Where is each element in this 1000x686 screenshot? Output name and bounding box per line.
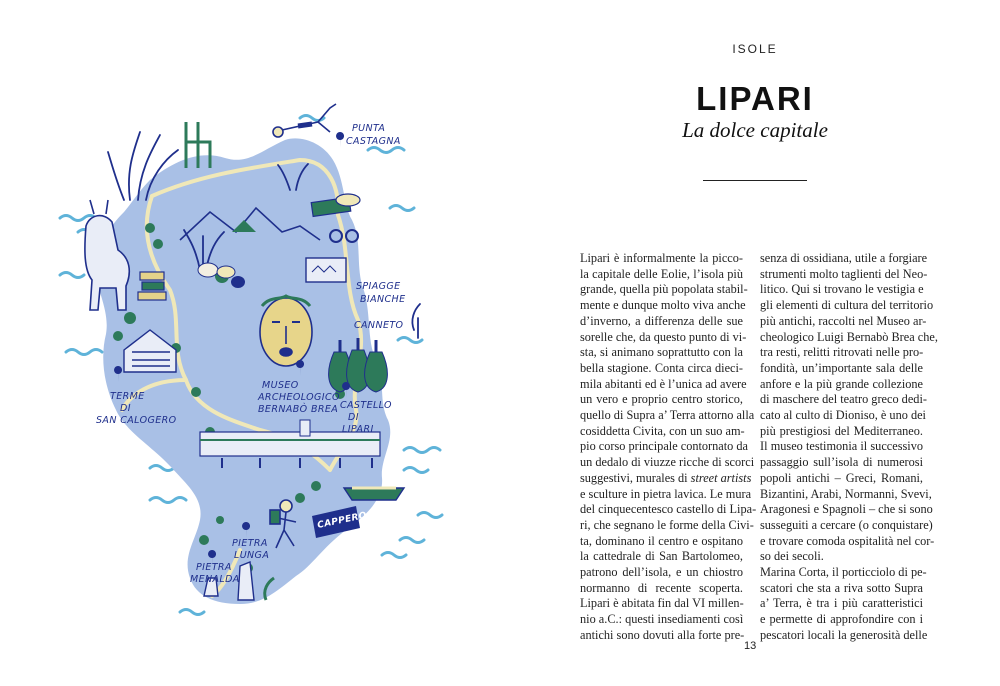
body-line: fondità, un’importante sala delle	[760, 360, 923, 375]
body-line: nio a.C.: questi insediamenti così	[580, 612, 744, 627]
map-label-spiagge-bianche-2: BIANCHE	[360, 294, 406, 305]
map-label-pietra-menalda-1: PIETRA	[196, 562, 232, 573]
page-number: 13	[744, 640, 757, 652]
map-label-terme-1: TERME	[110, 391, 145, 402]
body-line: quello di Supra a’ Terra attorno alla	[580, 408, 755, 423]
map-label-pietra-menalda-2: MENALDA	[190, 574, 240, 585]
body-line: sorelle che, da questo punto di vi-	[580, 329, 747, 344]
body-line: Marina Corta, il porticciolo di pe-	[760, 565, 927, 580]
body-line: a’ Terra, è tra i più caratteristici	[760, 596, 923, 611]
map-label-pietra-lunga-2: LUNGA	[234, 550, 270, 561]
body-line: grande, quella più popolata stabil-	[580, 282, 748, 297]
body-line: d’inverno, a differenza delle sue	[580, 313, 743, 328]
body-line: cato al culto di Dioniso, è uno dei	[760, 408, 926, 423]
body-line: scatori che sta a riva sotto Supra	[760, 580, 923, 595]
map-label-museo-2: ARCHEOLOGICO	[258, 392, 340, 403]
body-line: anfore e la più grande collezione	[760, 376, 923, 391]
body-line: bella stagione. Conta circa dieci-	[580, 360, 743, 375]
body-line: pescatori locali la generosità delle	[760, 627, 928, 642]
map-label-castello-2: DI	[348, 412, 359, 423]
body-line: e trovare comoda ospitalità nel cor-	[760, 533, 935, 548]
body-line: più antichi, raccolti nel Museo ar-	[760, 313, 927, 328]
body-line: e permette di approfondire con i	[760, 612, 923, 627]
map-label-museo-3: BERNABÒ BREA	[258, 404, 339, 415]
body-line: ri, che segnano le forme della Civi-	[580, 517, 754, 532]
map-label-canneto: CANNETO	[354, 320, 404, 331]
map-label-pietra-lunga-1: PIETRA	[232, 538, 268, 549]
body-line: cosiddetta Civita, con un suo am-	[580, 423, 745, 438]
body-line: la capitale delle Eolie, l’isola più	[580, 266, 743, 281]
map-label-terme-2: DI	[120, 403, 131, 414]
body-line: Lipari è abitata fin dal VI millen-	[580, 596, 744, 611]
body-line: popoli antichi – Greci, Romani,	[760, 470, 923, 485]
body-line: la cattedrale di San Bartolomeo,	[580, 549, 743, 564]
body-line: Aragonesi e Spagnoli – che si sono	[760, 502, 933, 517]
map-label-castello-3: LIPARI	[342, 424, 374, 435]
rock-stack	[138, 272, 166, 300]
map-label-spiagge-bianche-1: SPIAGGE	[356, 281, 401, 292]
body-line: di maschere del teatro greco dedi-	[760, 392, 927, 407]
map-label-punta-castagna-1: PUNTA	[352, 123, 386, 134]
body-line: litico. Qui si trovano le vestigia e	[760, 282, 924, 297]
body-line: passaggio sull’isola di numerosi	[760, 455, 923, 470]
diver-icon	[273, 104, 336, 137]
title-divider	[703, 180, 807, 181]
body-line: Lipari è informalmente la picco-	[580, 251, 743, 265]
map-label-punta-castagna-2: CASTAGNA	[346, 136, 401, 147]
map-label-cappero: CAPPERO	[316, 510, 368, 531]
body-line: ta, dominano il centro e ospitano	[580, 533, 743, 548]
body-line: più prestigiosi del Mediterraneo.	[760, 423, 923, 438]
body-line: Il museo testimonia il successivo	[760, 439, 923, 454]
body-line: pio corso principale contornato da	[580, 439, 749, 454]
body-column-2	[760, 251, 938, 644]
body-line: un vero e proprio centro storico,	[580, 392, 743, 407]
body-line: gli elementi di cultura del territorio	[760, 298, 934, 313]
body-line: normanno di recente scoperta.	[580, 580, 743, 595]
section-kicker: ISOLE	[732, 42, 778, 56]
body-line: suggestivi, murales di street artists	[580, 470, 752, 485]
body-line: strumenti molto taglienti del Neo-	[760, 266, 928, 281]
map-label-museo-1: MUSEO	[262, 380, 299, 391]
body-column-1	[580, 251, 757, 644]
body-line: tra resti, relitti ritrovati nelle pro-	[760, 345, 924, 360]
body-line: un dedalo di viuzze ricche di scorci	[580, 455, 755, 470]
theatre-mask-icon	[260, 296, 312, 366]
body-line: antichi sono dovuti alla forte pre-	[580, 627, 745, 642]
body-line: patrono dell’isola, e un chiostro	[580, 565, 743, 580]
map-label-terme-3: SAN CALOGERO	[96, 415, 177, 426]
boat-icon	[344, 488, 404, 500]
body-line: del cinquecentesco castello di Lipa-	[580, 502, 757, 517]
body-line: Bizantini, Arabi, Normanni, Svevi,	[760, 486, 932, 501]
body-line: sta, si animano soprattutto con la	[580, 345, 743, 360]
body-line: so dei secoli.	[760, 549, 824, 564]
page-title: LIPARI	[696, 80, 814, 117]
body-line: susseguiti a cercare (o conquistare)	[760, 517, 933, 532]
body-line: mente e dunque molto viva anche	[580, 298, 746, 313]
map-label-castello-1: CASTELLO	[340, 400, 392, 411]
body-line: senza di ossidiana, utile a forgiare	[760, 251, 928, 265]
body-line: e sculture in pietra lavica. Le mura	[580, 486, 752, 501]
body-line: mila abitanti ed è l’unica ad avere	[580, 376, 747, 391]
page-subtitle: La dolce capitale	[682, 118, 828, 142]
body-line: cheologico Luigi Bernabò Brea che,	[760, 329, 938, 344]
postcard-icon	[306, 258, 346, 282]
